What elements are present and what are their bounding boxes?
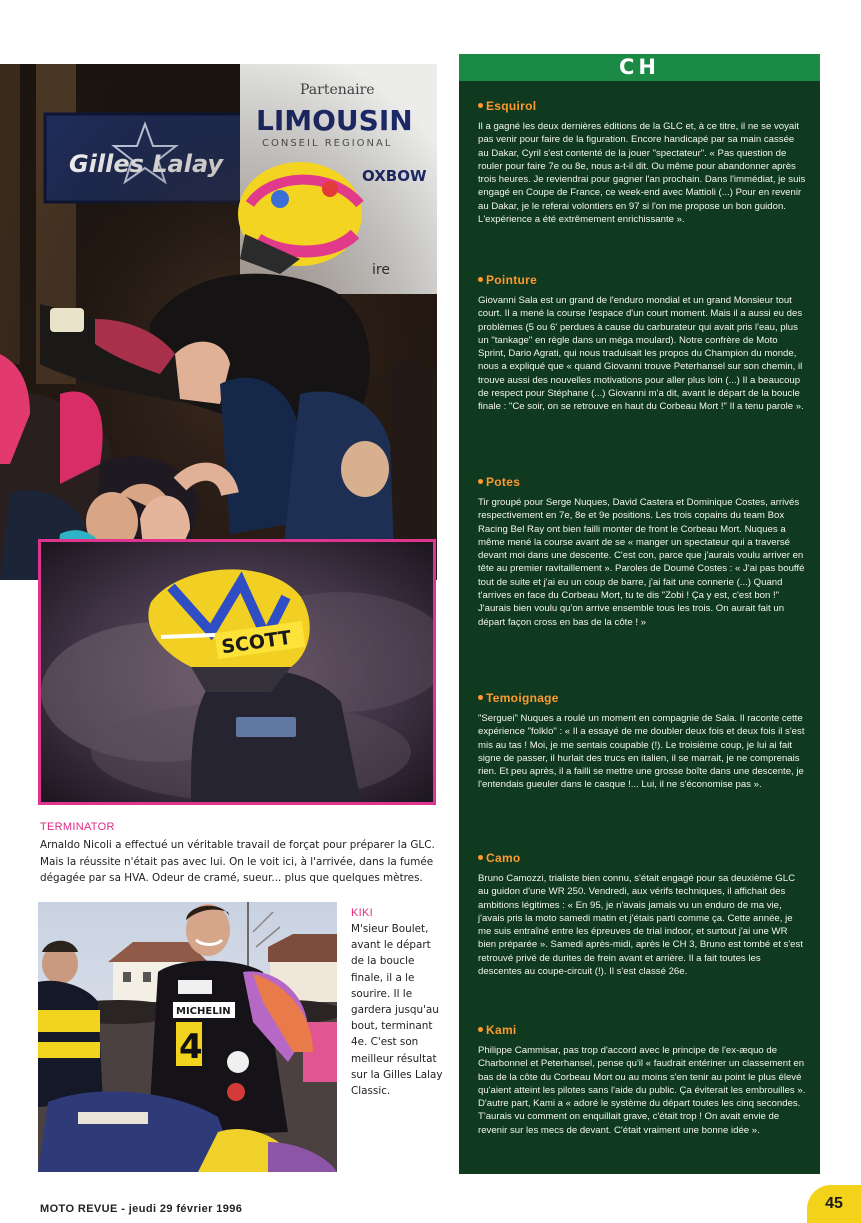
section-title [478, 690, 806, 706]
section-title-label: Kami [486, 1023, 517, 1037]
section-kami [459, 1022, 820, 1137]
caption-terminator-text: Arnaldo Nicoli a effectué un véritable travail de forçat pour préparer la GLC. Mais la réussite n'était pas avec lui. On le voit ici, à l'arrivée, dans la fumée dégagée par sa HVA. Odeur de cramé, sueur... plus que quelques mètres. [40, 839, 435, 884]
kiki-jersey-brand: MICHELIN [176, 1006, 231, 1017]
footer-publication: MOTO REVUE - jeudi 29 février 1996 [40, 1203, 243, 1215]
section-text: Tir groupé pour Serge Nuques, David Castera et Dominique Costes, arrivés respectivement en 7e, 8e et 9e positions. Les trois copains du team Box Racing Bel Ray ont bien failli monter de front le Corbeau Mort. Nuques a même mené la course avant de se « manger un spectateur qui a traversé devant moi dans une descente. C'est con, parce que j'aurais voulu arriver en tête au premier ravitaillement ». Paroles de Doumé Costes : « J'ai pas bouffé tout de suite et j'ai eu un coup de barre, j'ai fait une connerie (...) Quand t'arrives en face du Corbeau Mort, tu te dis "Zobi ! Ça y est, c'est bon !" J'aurais bien voulu qu'on arrive ensemble tous les trois. On aurait fait un départ façon cross en bas de la côte ! » [478, 497, 805, 628]
section-title-label: Pointure [486, 273, 538, 287]
column-header: CH [459, 54, 820, 81]
bullet-icon [478, 695, 483, 700]
bullet-icon [478, 277, 483, 282]
section-title-label: Temoignage [486, 691, 559, 705]
section-title [478, 1022, 806, 1038]
green-info-column [459, 54, 820, 1174]
section-potes [459, 474, 820, 629]
section-title-label: Camo [486, 851, 521, 865]
bullet-icon [478, 479, 483, 484]
section-temoignage [459, 690, 820, 792]
section-text: "Serguei" Nuques a roulé un moment en compagnie de Sala. Il raconte cette expérience "folklo" : « Il a essayé de me doubler deux fois et deux fois il s'est mis au tas ! Moi, je me sentais coupable (!). Le troisième coup, je lui ai fait signe de passer, il hurlait des trucs en italien, il se marrait, je ne comprenais rien. Et peu après, il a failli se mettre une grosse boîte dans une descente, je l'entendais gueuler dans le casque !... Lui, il ne s'économise pas ». [478, 713, 805, 791]
section-text: Bruno Camozzi, trialiste bien connu, s'était engagé pour sa deuxième GLC au guidon d'une WR 250. Vendredi, aux vérifs techniques, il affichait des ambitions légitimes : « En 95, je n'avais jamais vu un enduro de ma vie, j'avais pris la moto samedi matin et j'étais parti comme ça. Cette année, je me suis entraîné entre les épreuves de trial indoor, et surtout j'ai une WR bien préparée ». Samedi après-midi, après le CH 3, Bruno est tombé et s'est retrouvé privé de durites de frein avant et arrière. Il a fait toutes les descentes au coupe-circuit (!). Il s'est classé 26e. [478, 873, 803, 978]
section-title [478, 474, 806, 490]
kiki-photo-illustration [38, 902, 337, 1172]
section-text: Philippe Cammisar, pas trop d'accord avec le principe de l'ex-æquo de Charbonnel et Peterhansel, pense qu'il « faudrait entériner un classement en bas de la côte du Corbeau Mort ou au moins s'en tenir au point le plus élevé qu'aient atteint les pilotes sans l'aide du public. Ça éviterait les embrouilles ». D'autre part, Kami a « adoré le système du départ toutes les cinq secondes. T'aurais vu comment on enquillait grave, c'était trop ! On avait envie de revenir sur les mecs de devant. C'était vraiment une bonne idée ». [478, 1045, 806, 1136]
section-pointure [459, 272, 820, 414]
caption-kiki-text: M'sieur Boulet, avant le départ de la boucle finale, il a le sourire. Il le gardera jusqu'au bout, terminant 4e. C'est son meilleur résultat sur la Gilles Lalay Classic. [351, 923, 443, 1098]
page-number-badge: 45 [807, 1185, 861, 1223]
section-title [478, 98, 806, 114]
section-title [478, 272, 806, 288]
section-title-label: Esquirol [486, 99, 537, 113]
smoke-photo-illustration [41, 542, 433, 802]
photo-smoke-rider [38, 539, 436, 805]
section-esquirol [459, 98, 820, 226]
kiki-jersey-number: 4 [179, 1027, 203, 1067]
bullet-icon [478, 1027, 483, 1032]
bullet-icon [478, 103, 483, 108]
caption-terminator-title: TERMINATOR [40, 821, 115, 833]
bullet-icon [478, 855, 483, 860]
crowd-photo-illustration [0, 64, 437, 580]
caption-kiki-title: KIKI [351, 907, 373, 919]
section-title-label: Potes [486, 475, 521, 489]
section-title [478, 850, 806, 866]
photo-crowd-celebration [0, 64, 437, 580]
section-text: Giovanni Sala est un grand de l'enduro mondial et un grand Monsieur tout court. Il a mené la course l'espace d'un court moment. Mais il a aussi eu des problèmes (5 ou 6' perdues à cause du carburateur qui avait pris l'eau, plus un "tankage" en règle dans un méga moulard). Notre confrère de Moto Sprint, Dario Agrati, qui nous traduisait les propos du Champion du monde, nous a expliqué que « quand Giovanni trouve Peterhansel sur son chemin, il trouve aussi des nouvelles motivations pour aller plus loin (...) Il a beaucoup de respect pour Stéphane (...) Giovanni m'a dit, avant le départ de la boucle finale : "Ce soir, on se retrouve en haut du Corbeau Mort !" Il a tenu parole ». [478, 295, 804, 413]
photo-kiki-rider [38, 902, 337, 1172]
smoke-helmet-brand: SCOTT [220, 626, 293, 659]
section-camo [459, 850, 820, 978]
section-text: Il a gagné les deux dernières éditions de la GLC et, à ce titre, il ne se voyait pas venir pour faire de la figuration. Encore handicapé par sa main cassée au Dakar, Cyril s'est contenté de la jouer "spectateur". « Pas question de rouler pour faire 7e ou 8e, nous a-t-il dit. Ou même pour abandonner après trois heures. Je reviendrai pour gagner l'an prochain. Dans l'immédiat, je suis engagé en Coupe de France, ce week-end avec Mattioli (...) Pour en revenir au Dakar, je le referai volontiers en 97 si l'on me propose un bon guidon. L'expérience a été extrêmement enrichissante ». [478, 121, 806, 226]
